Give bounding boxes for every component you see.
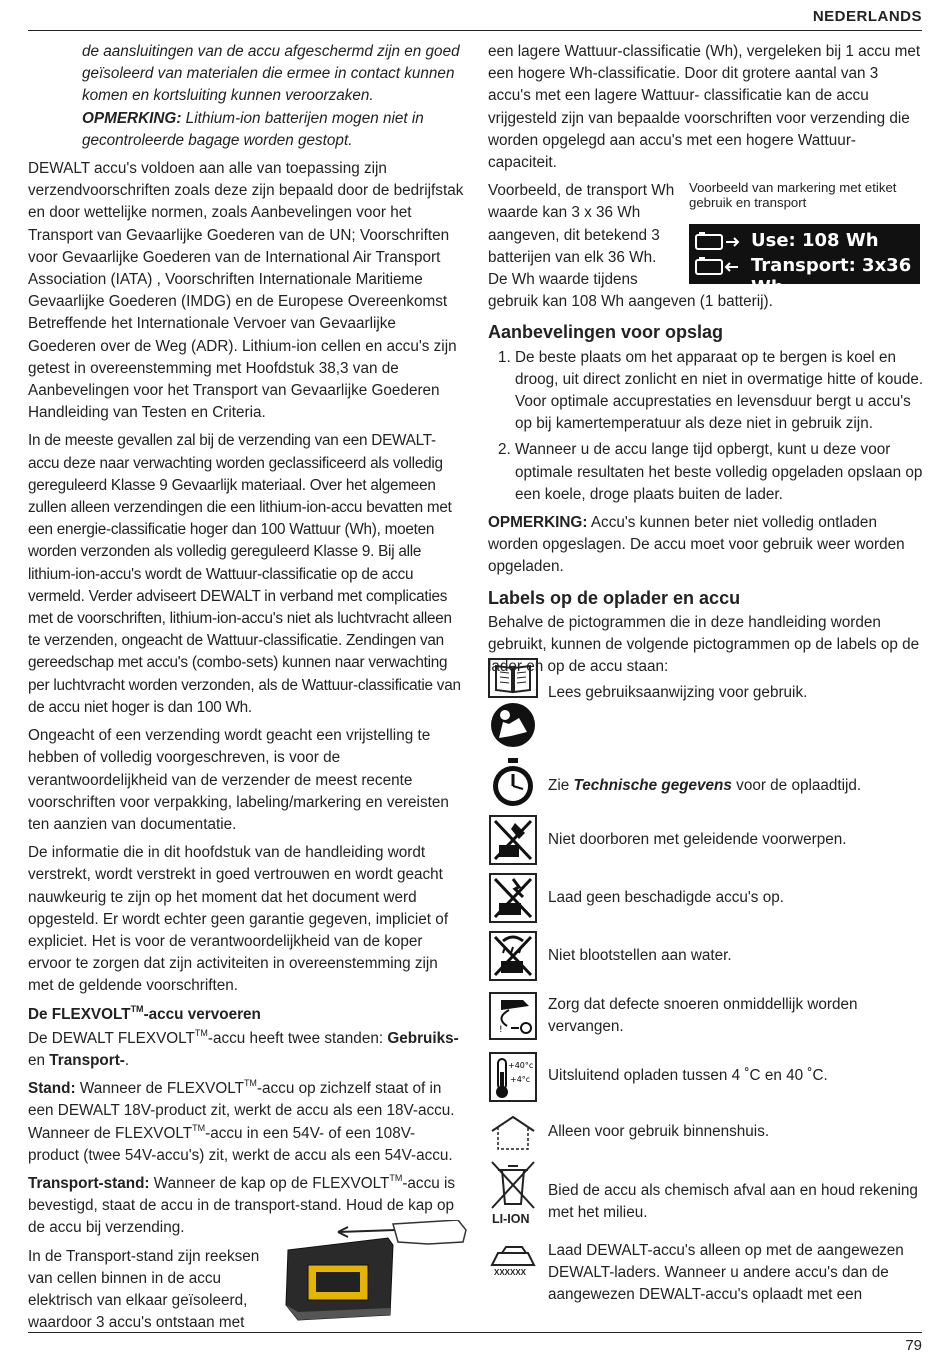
stand-paragraph: Stand: Wanneer de FLEXVOLT™-accu op zichzelf staat of in een DEWALT 18V-product zit, werkt de accu als een 18V-accu. Wanneer de FLEXVOLT™-accu in een 54V- of een 108V-product (twee 54V-accu's) zit, werkt de accu als een 54V-accu. [28,1078,455,1164]
stopwatch-icon [488,758,538,808]
flexvolt-battery-illustration [278,1220,468,1325]
label-transport: Transport: 3x36 Wh [751,255,912,299]
dewalt-chargers-text: Laad DEWALT-accu's alleen op met de aangewezen DEWALT-laders. Wanneer u andere accu's dan de aangewezen DEWALT-accu's oplaadt met een [548,1242,904,1304]
italic-note-text: Lithium-ion batterijen mogen niet in gecontroleerde bagage worden gestopt. [82,109,424,149]
list-item: 2. Wanneer u de accu lange tijd opbergt, kunt u deze voor optimale resultaten het beste volledig opgeladen opslaan op een koele, droge plaats buiten de lader. [498,441,923,503]
responsibility-paragraph: Ongeacht of een verzending wordt geacht een vrijstelling te hebben of volledig voorgeschreven, is voor de verantwoordelijkheid van de verzender de meest recente voorschriften voor verpakking, labeling/markering en vereisten ten aanzien van documentatie. [28,727,449,833]
charge-time-text: Zie Technische gegevens voor de oplaadtijd. [548,777,862,794]
replace-cord-icon [488,992,538,1040]
battery-use-icon [693,230,747,278]
page-number: 79 [905,1337,922,1354]
flexvolt-intro: De DEWALT FLEXVOLT™-accu heeft twee standen: Gebruiks- en Transport-. [28,1027,459,1069]
right-column [488,41,924,684]
footer-rule [28,1332,922,1333]
wattuur-paragraph: een lagere Wattuur-classificatie (Wh), vergeleken bij 1 accu met een hogere Wh-classificatie. Door dit grotere aantal van 3 accu's met een lagere Wattuur- classificatie kan de accu vrijgesteld zijn van bepaalde voorschriften voor verzending die worden opgelegd aan accu's met een hogere Wattuur-capaciteit. [488,43,921,172]
label-example [689,180,925,299]
label-caption: Voorbeeld van markering met etiket gebruik en transport [689,180,897,211]
liion-label: LI-ION [492,1212,530,1226]
flexvolt-heading: De FLEXVOLT™-accu vervoeren [28,1003,261,1023]
transport-cells-paragraph: In de Transport-stand zijn reeksen van cellen binnen in de accu elektrisch van elkaar geïsoleerd, waardoor 3 accu's ontstaan met [28,1247,260,1332]
left-column [28,41,464,1340]
italic-intro-text: de aansluitingen van de accu afgeschermd zijn en goed geïsoleerd van materialen die ermee in contact kunnen komen en kortsluiting kunnen veroorzaken. [82,43,460,105]
disclaimer-paragraph: De informatie die in dit hoofdstuk van de handleiding wordt verstrekt, wordt verstrekt in goed vertrouwen en wordt geacht nauwkeurig te zijn op het moment dat het document werd opgesteld. Er wordt echter geen garantie gegeven, impliciet of expliciet. Het is voor de verantwoordelijkheid van de koper ervoor te zorgen dat zijn activiteiten in overeenstemming zijn met de geldende voorschriften. [28,844,449,995]
recycle-text: Bied de accu als chemisch afval aan en houd rekening met het milieu. [548,1182,918,1222]
no-water-text: Niet blootstellen aan water. [548,947,732,964]
marking-label [689,224,920,299]
list-item: 1. De beste plaats om het apparaat op te bergen is koel en droog, uit direct zonlicht en niet in overmatige hitte of koude. Voor optimale accuprestaties en levensduur bergt u accu's op bij kamertemperatuur als deze niet in gebruik zijn. [498,348,924,433]
temp-min-label: +4°c [510,1075,531,1084]
section-header: NEDERLANDS [812,8,922,25]
example-tail: gebruik kan 108 Wh aangeven (1 batterij). [488,293,773,311]
no-water-icon [488,931,538,981]
no-probe-text: Niet doorboren met geleidende voorwerpen. [548,831,847,848]
header-rule [28,30,922,31]
book-icon [488,658,538,698]
no-damaged-battery-icon [488,873,538,923]
temp-max-label: +40°c [508,1061,534,1070]
cords-text: Zorg dat defecte snoeren onmiddellijk worden vervangen. [548,996,858,1036]
labels-heading: Labels op de oplader en accu [488,587,741,608]
storage-heading: Aanbevelingen voor opslag [488,322,724,343]
thermometer-icon [488,1052,538,1102]
transport-stand-paragraph: Transport-stand: Wanneer de kap op de FLEXVOLT™-accu is bevestigd, staat de accu in de transport-stand. Houd de kap op de accu bij verzending. [28,1172,456,1237]
italic-note-label: OPMERKING: [82,109,182,127]
crossed-bin-icon [488,1160,538,1210]
example-block [488,180,924,299]
labels-intro: Behalve de pictogrammen die in deze handleiding worden gebruikt, kunnen de volgende pictogrammen op de labels op de lader en op de accu staan: [488,613,920,676]
model-placeholder-label: XXXXXX [494,1268,527,1277]
temperature-text: Uitsluitend opladen tussen 4 ˚C en 40 ˚C. [548,1067,828,1084]
storage-list [488,347,924,506]
read-manual-text: Lees gebruiksaanwijzing voor gebruik. [548,684,808,701]
class9-paragraph: In de meeste gevallen zal bij de verzending van een DEWALT-accu deze naar verwachting worden geclassificeerd als volledig gereguleerd Klasse 9 Gevaarlijk materiaal. Over het algemeen zullen alleen verzendingen die een lithium-ion-accu bevatten met een energie-classificatie hoger dan 100 Wattuur (Wh), moeten worden verzonden als volledig gereguleerd Klasse 9. Bij alle lithium-ion-accu's wordt de Wattuur-classificatie op de accu vermeld. Verder adviseert DEWALT in verband met complicaties met de voorschriften, lithium-ion-accu's niet als luchtvracht alleen te verzenden, ongeacht de Wattuur-classificatie. Zendingen van gereedschap met accu's (combo-sets) kunnen naar verwachting per luchtvracht worden verzonden, als de Wattuur-classificatie van de accu niet hoger is dan 100 Wh. [28,432,461,716]
read-manual-icon [488,702,538,748]
transport-regulations-paragraph: DEWALT accu's voldoen aan alle van toepassing zijn verzendvoorschriften zoals deze zijn bepaald door de bedrijfstak en door wettelijke normen, zoals Aanbevelingen voor het Transport van Gevaarlijke Goederen van de UN; Voorschriften voor Gevaarlijke Goederen van de International Air Transport Association (IATA) , Voorschriften Internationale Maritieme Gevaarlijke Goederen (IMDG) en de Europese Overeenkomst Betreffende het Internationale Vervoer van Gevaarlijke Goederen over de Weg (ADR). Lithium-ion cellen en accu's zijn getest in overeenstemming met Hoofdstuk 38,3 van de Aanbevelingen voor het Transport van Gevaarlijke Goederen Handleiding van Testen en Criteria. [28,160,464,422]
example-text: Voorbeeld, de transport Wh waarde kan 3 x 36 Wh aangeven, dit betekend 3 batterijen van elk 36 Wh. De Wh waarde tijdens [488,182,675,289]
indoor-text: Alleen voor gebruik binnenshuis. [548,1123,770,1140]
svg-text:!: ! [499,1025,503,1035]
label-use: Use: 108 Wh [751,230,879,252]
no-conductive-objects-icon [488,815,538,865]
no-damaged-text: Laad geen beschadigde accu's op. [548,889,784,906]
italic-intro [28,41,464,152]
indoor-house-icon [488,1113,538,1153]
storage-note: OPMERKING: Accu's kunnen beter niet volledig ontladen worden opgeslagen. De accu moet voor gebruik weer worden opgeladen. [488,514,905,576]
